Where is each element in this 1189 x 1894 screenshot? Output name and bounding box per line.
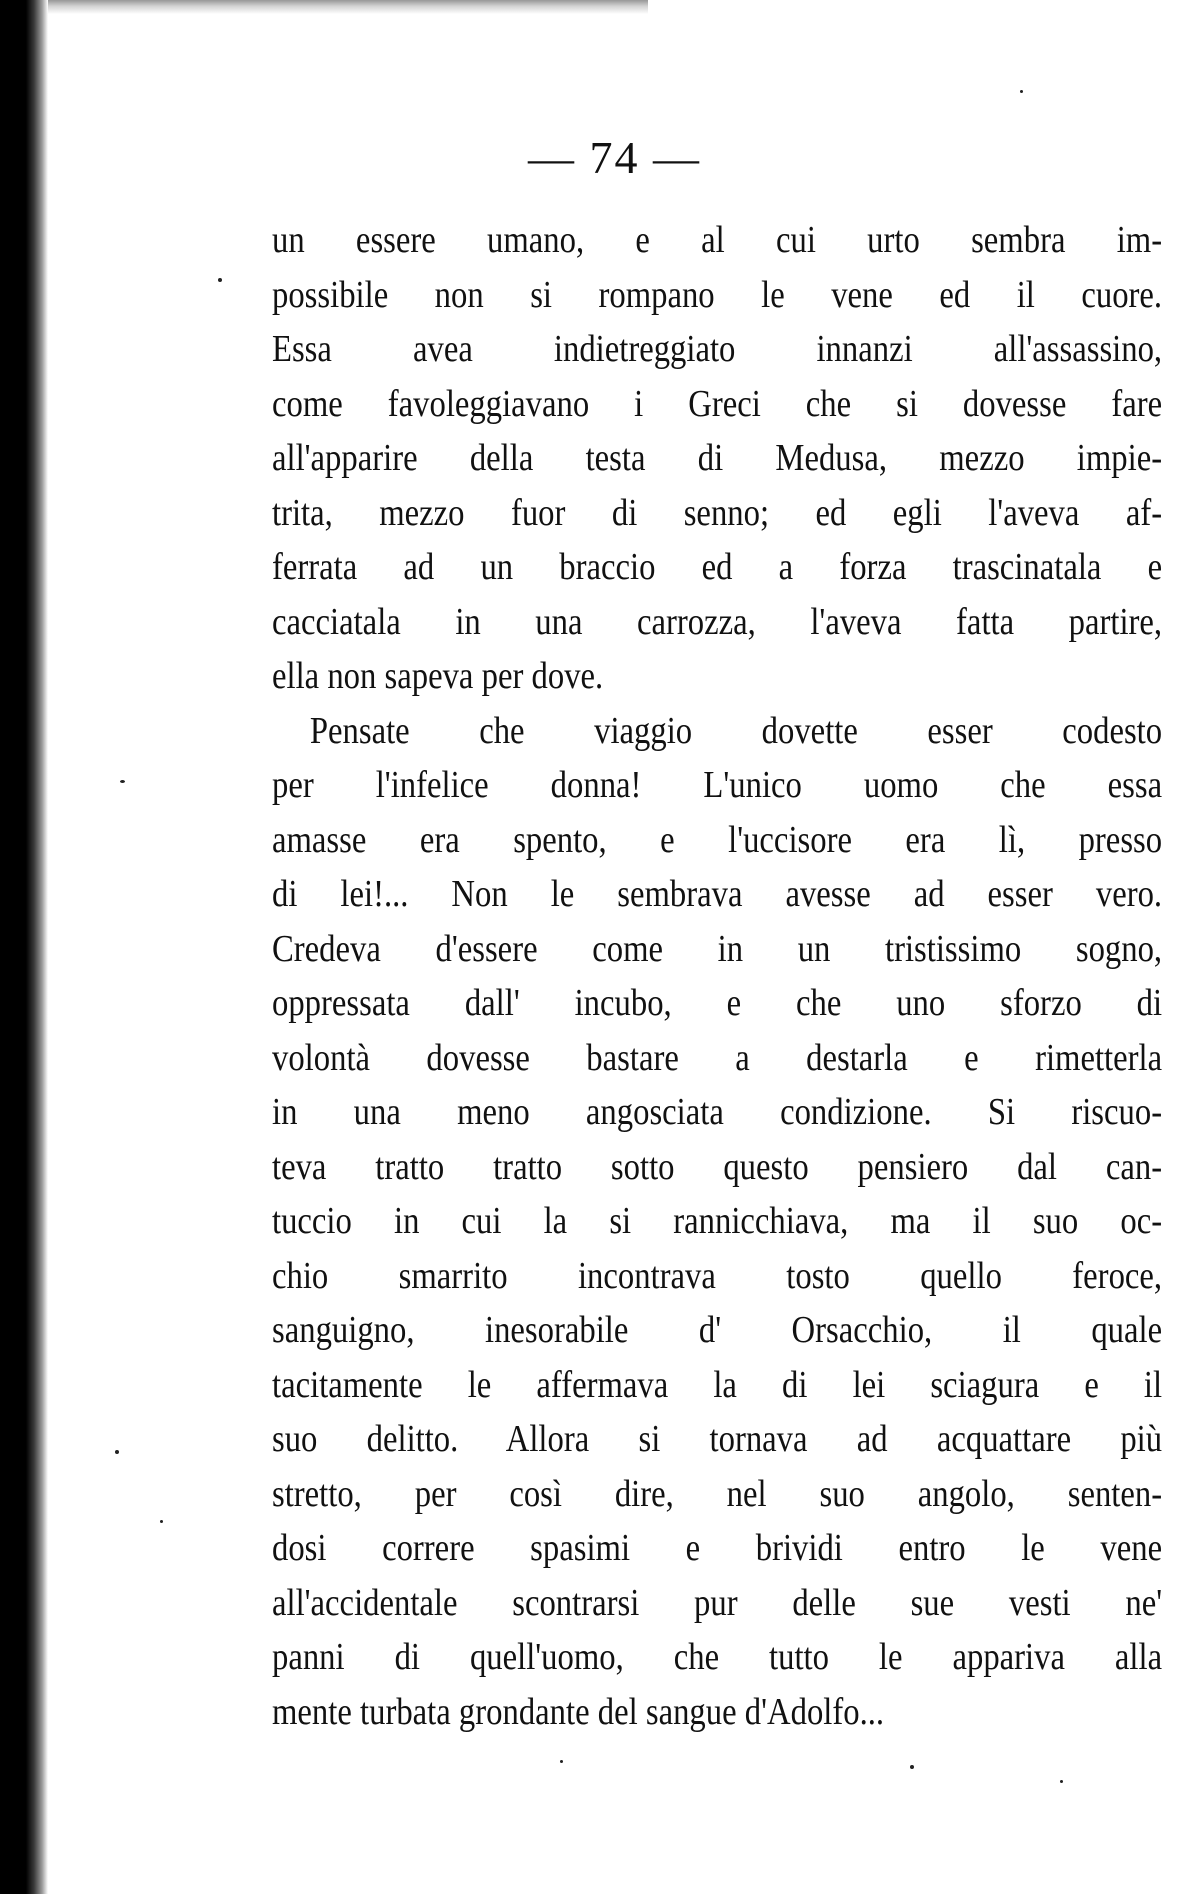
text-line: oppressata dall' incubo, e che uno sforzo di [272,982,1163,1024]
text-line: Credeva d'essere come in un tristissimo sogno, [272,927,1163,970]
text-line: suo delitto. Allora si tornava ad acquattare più [272,1418,1163,1460]
text-line: tacitamente le affermava la di lei sciagura e il [272,1363,1163,1406]
scan-speck [120,780,125,783]
scan-speck [218,278,222,282]
text-line: volontà dovesse bastare a destarla e rimetterla [272,1036,1163,1079]
page-number: — 74 — [528,132,701,183]
text-line: tuccio in cui la si rannicchiava, ma il suo oc- [272,1200,1163,1242]
text-line: amasse era spento, e l'uccisore era lì, presso [272,818,1163,861]
body-text [272,213,1162,1739]
text-line: teva tratto tratto sotto questo pensiero dal can- [272,1145,1163,1188]
text-line: panni di quell'uomo, che tutto le appariva alla [272,1636,1163,1678]
text-line: dosi correre spasimi e brividi entro le vene [272,1527,1163,1569]
text-line: in una meno angosciata condizione. Si riscuo- [272,1091,1163,1133]
text-line: un essere umano, e al cui urto sembra im- [272,219,1163,261]
page-top-edge [48,0,648,14]
text-line: ferrata ad un braccio ed a forza trascinatala e [272,546,1163,588]
scan-speck [1060,1780,1063,1783]
text-line: all'accidentale scontrarsi pur delle sue vesti ne' [272,1581,1163,1624]
text-line: per l'infelice donna! L'unico uomo che essa [272,764,1163,806]
text-line: cacciatala in una carrozza, l'aveva fatta partire, [272,600,1163,643]
text-line: all'apparire della testa di Medusa, mezzo impie- [272,437,1163,479]
text-line: Essa avea indietreggiato innanzi all'assassino, [272,328,1163,370]
text-line: Pensate che viaggio dovette esser codesto [309,709,1163,752]
scan-speck [560,1760,563,1763]
text-line: mente turbata grondante del sangue d'Adolfo... [272,1690,885,1733]
page-binding-edge [0,0,48,1894]
text-line: sanguigno, inesorabile d' Orsacchio, il quale [272,1309,1163,1351]
scan-speck [115,1450,119,1454]
text-line: come favoleggiavano i Greci che si dovesse fare [272,382,1163,425]
text-line: possibile non si rompano le vene ed il cuore. [272,273,1163,316]
text-line: ella non sapeva per dove. [272,655,604,697]
text-line: di lei!... Non le sembrava avesse ad esser vero. [272,873,1163,915]
text-line: chio smarrito incontrava tosto quello feroce, [272,1254,1163,1297]
scan-speck [160,1520,163,1523]
text-line: trita, mezzo fuor di senno; ed egli l'aveva af- [272,491,1163,534]
scan-speck [1020,90,1023,93]
text-line: stretto, per così dire, nel suo angolo, senten- [272,1472,1163,1515]
scan-speck [910,1765,914,1769]
